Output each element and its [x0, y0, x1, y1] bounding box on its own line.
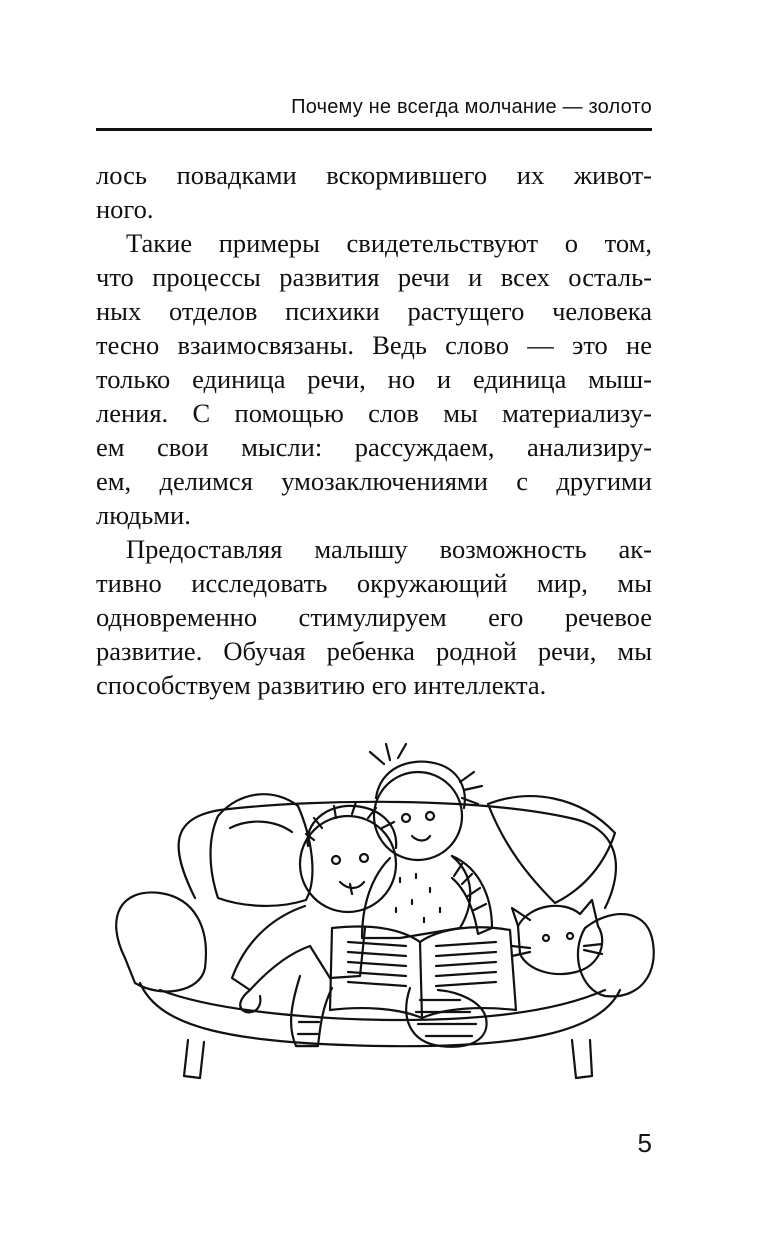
page-number: 5 [637, 1128, 652, 1158]
text-line: тивно исследовать окружающий мир, мы [96, 568, 652, 598]
cat [518, 900, 602, 974]
text-line: лось повадками вскормившего их живот- [96, 160, 652, 190]
pillow-right [488, 796, 615, 903]
text-line: Предоставляя малышу возможность ак- [126, 534, 652, 564]
armrest-right [578, 914, 654, 996]
text-line: людьми. [96, 500, 191, 530]
text-line: развитие. Обучая ребенка родной речи, мы [96, 636, 652, 666]
text-line: Такие примеры свидетельствуют о том, [126, 228, 652, 258]
sofa-leg-right [572, 1040, 592, 1078]
text-line: ных отделов психики растущего человека [96, 296, 652, 326]
armrest-left [116, 892, 206, 991]
text-line: что процессы развития речи и всех осталь- [96, 262, 652, 292]
text-line: тесно взаимосвязаны. Ведь слово — это не [96, 330, 652, 360]
header-rule [96, 128, 652, 131]
girl-head [374, 772, 462, 860]
sofa-leg-left [184, 1040, 204, 1078]
running-head: Почему не всегда молчание — золото [291, 96, 652, 118]
text-line: способствуем развитию его интеллекта. [96, 670, 547, 700]
boy-head [300, 816, 396, 912]
body-text [96, 158, 652, 702]
sofa-seat [140, 983, 620, 1046]
children-reading-illustration [100, 728, 660, 1108]
text-line: ного. [96, 194, 154, 224]
text-line: ем, делимся умозаключениями с другими [96, 466, 652, 496]
pillow-left [211, 794, 313, 906]
text-line: ления. С помощью слов мы материализу- [96, 398, 652, 428]
text-line: только единица речи, но и единица мыш- [96, 364, 652, 394]
text-line: одновременно стимулируем его речевое [96, 602, 652, 632]
text-line: ем свои мысли: рассуждаем, анализиру- [96, 432, 652, 462]
girl-body [362, 856, 470, 938]
